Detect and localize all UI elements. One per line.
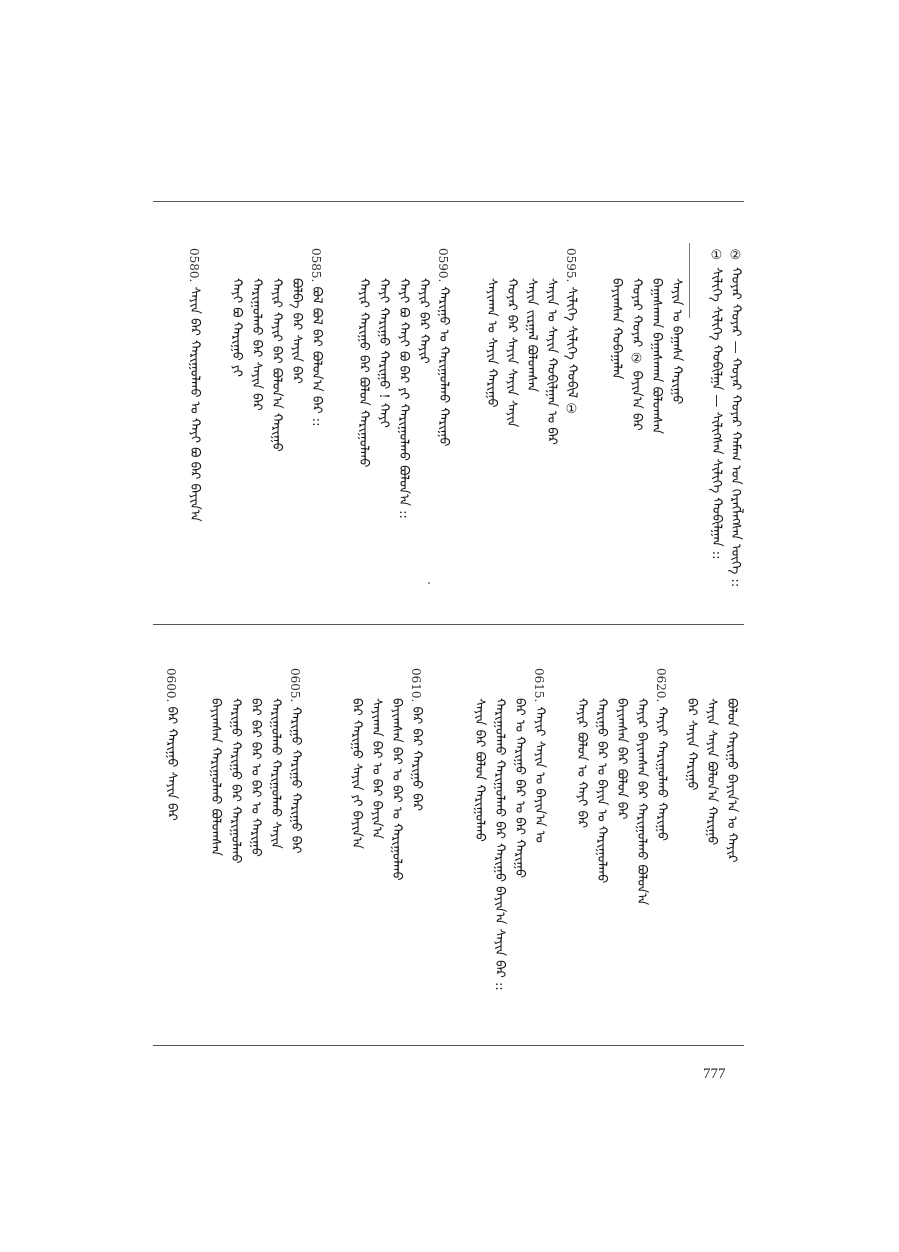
verse-line: ᠪᠠᠷ ᠬᠠᠷᠢᠭᠤ ᠰᠠᠶᠢᠨ ᠶᠢ ᠪᠠᠶᠢᠨ᠎ᠠ xyxy=(349,698,364,849)
verse-line: ᠪᠠᠶᠢᠭᠰᠠᠨ ᠬᠤᠪᠠᠭᠠᠯᠠᠨ xyxy=(609,278,624,380)
verse-line: ᠪᠠᠷ ᠤ ᠬᠠᠷᠢᠭᠤ ᠪᠠᠷ ᠤ ᠪᠠᠷ ᠬᠠᠷᠢᠭᠤ xyxy=(512,698,527,879)
print-speck xyxy=(428,582,430,584)
verse-line: ᠬᠠᠶᠢᠷ ᠬᠠᠷᠢᠭᠤ ᠪᠠᠷ ᠪᠣᠯᠤᠨ ᠬᠠᠷᠢᠭᠤᠯᠬᠤ xyxy=(356,278,371,468)
verse-line: ᠬᠠᠷᠢᠭᠤᠯᠬᠤ ᠬᠠᠷᠢᠭᠤᠯᠬᠤ ᠪᠠᠷ ᠬᠠᠷᠢᠭᠤ ᠪᠠᠶᠢᠨ᠎ᠠ ᠰᠠᠶᠢᠨ ᠪᠠᠷ :: xyxy=(492,698,507,991)
verse-line: ᠰᠠᠶᠢᠨ ᠰᠠᠶᠢᠨ ᠪᠣᠯᠤᠨ᠎ᠠ ᠬᠠᠷᠢᠭᠤ xyxy=(704,698,719,846)
verse-line: ᠰᠠᠶᠢᠬᠠᠨ ᠤ ᠰᠠᠶᠢᠨ ᠬᠠᠷᠢᠭᠤ xyxy=(484,278,499,408)
verse-line: 0590. ᠬᠠᠷᠢᠭᠤ ᠤ ᠬᠠᠷᠢᠭᠤᠯᠬᠤ ᠬᠠᠷᠢᠭᠤ xyxy=(436,248,451,447)
verse-line: 0595. ᠰᠢᠯᠢᠭᠡ ᠰᠢᠯᠢᠭᠡ ᠬᠣᠪᠢᠯ ① xyxy=(564,248,579,418)
footnote-marker: ② xyxy=(728,248,743,263)
footnote xyxy=(705,248,728,560)
line-number: 0605. xyxy=(288,668,302,703)
footnote-separator xyxy=(689,243,690,318)
verse-line: ᠪᠣᠯᠪᠠ ᠪᠠᠷ ᠰᠠᠶᠢᠨ ᠪᠠᠷ xyxy=(289,278,304,384)
verse-line: ᠬᠠᠷᠢᠭᠤᠯᠬᠤ ᠬᠠᠷᠢᠭᠤᠯᠬᠤ ᠰᠠᠶᠢᠨ xyxy=(268,698,283,849)
verse-line: ᠬᠣᠶᠠᠷ ᠬᠣᠶᠠᠷ ② ᠪᠠᠶᠢᠨ᠎ᠠ ᠪᠠᠷ xyxy=(629,278,644,431)
verse-line: ᠪᠣᠯᠤᠨ ᠬᠠᠷᠢᠭᠤ ᠪᠠᠶᠢᠨ᠎ᠠ ᠤ ᠬᠠᠶᠢᠷ xyxy=(724,698,739,863)
bottom-rule xyxy=(153,1045,744,1046)
verse-line: ᠬᠠᠶᠢᠷ ᠪᠣᠯᠤᠨ ᠤ ᠬᠠᠶᠢ ᠪᠠᠷ xyxy=(574,698,589,829)
verse-line: ᠬᠠᠷᠢᠭᠤ ᠪᠠᠷ ᠤ ᠪᠠᠶᠢᠨ ᠤ ᠬᠠᠷᠢᠭᠤᠯᠬᠤ xyxy=(594,698,609,884)
verse-line: ᠰᠠᠶᠢᠨ ᠪᠠᠷ ᠪᠣᠯᠤᠨ ᠬᠠᠷᠢᠭᠤᠯᠬᠤ xyxy=(472,698,487,842)
line-number: 0610. xyxy=(409,668,423,703)
verse-line: 0610. ᠪᠠᠷ ᠪᠠᠷ ᠬᠠᠷᠢᠭᠤ ᠪᠠᠷ xyxy=(409,668,424,812)
verse-line: ᠰᠠᠶᠢᠨ ᠤ ᠰᠠᠶᠢᠨ ᠬᠣᠪᠢᠯᠭᠠᠨ ᠤ ᠪᠠᠷ xyxy=(544,278,559,445)
verse-line: ᠬᠠᠶᠢ ᠬᠠᠷᠢᠭᠤ ᠬᠠᠷᠢᠭᠤ ! ᠬᠠᠶᠢ xyxy=(376,278,391,428)
footnote-text: ᠰᠢᠯᠢᠭᠡ ᠰᠢᠯᠢᠭᠡ ᠬᠣᠪᠢᠯᠭᠠ — ᠰᠢᠯᠢᠭᠰᠡᠨ ᠰᠢᠯᠢᠭᠡ ᠬᠣᠪᠢᠯᠭᠠᠨ :: xyxy=(709,267,724,560)
verse-line: ᠬᠠᠶᠢ ᠪᠣ ᠬᠠᠷᠢᠭᠤ ᠶᠢ xyxy=(229,278,244,377)
line-number: 0595. xyxy=(564,248,578,283)
verse-line: ᠬᠠᠷᠢᠭᠤᠯᠬᠤ ᠪᠠᠷ ᠰᠠᠶᠢᠨ ᠪᠠᠷ xyxy=(249,278,264,411)
verse-line: 0580. ᠰᠠᠶᠢᠨ ᠪᠠᠷ ᠬᠠᠷᠢᠭᠤᠯᠬᠤ ᠤ ᠬᠠᠶᠢ ᠪᠣ ᠪᠠᠷ ᠪᠠᠶᠢᠨ᠎ᠠ xyxy=(187,248,202,522)
verse-line: ᠰᠠᠶᠢᠬᠠᠨ ᠪᠠᠷ ᠤ ᠪᠠᠷ ᠪᠠᠶᠢᠨ᠎ᠠ xyxy=(369,698,384,839)
verse-line: ᠪᠠᠶᠢᠭᠰᠠᠨ ᠬᠠᠷᠢᠭᠤᠯᠬᠤ ᠪᠣᠯᠤᠭᠰᠠᠨ xyxy=(208,698,223,856)
verse-line: ᠬᠠᠶᠢᠷ ᠪᠠᠶᠢᠭᠰᠠᠨ ᠪᠠᠷ ᠬᠠᠷᠢᠭᠤᠯᠬᠤ ᠪᠣᠯᠤᠨ᠎ᠠ xyxy=(634,698,649,906)
verse-line: 0605. ᠬᠠᠷᠢᠭᠤ ᠬᠠᠷᠢᠭᠤ ᠬᠠᠷᠢᠭᠤ ᠪᠠᠷ xyxy=(288,668,303,854)
line-number: 0600. xyxy=(164,668,178,703)
verse-line: 0585. ᠪᠣᠯ ᠪᠣᠯ ᠪᠠᠷ ᠪᠣᠯᠤᠨ᠎ᠠ ᠪᠠᠷ :: xyxy=(309,248,324,427)
line-number: 0620. xyxy=(654,668,668,703)
verse-line: ᠬᠠᠶᠢᠷ ᠬᠠᠶᠢᠷ ᠪᠠᠷ ᠪᠣᠯᠤᠨ᠎ᠠ ᠬᠠᠷᠢᠭᠤ xyxy=(269,278,284,452)
verse-line: ᠰᠠᠶᠢᠨ ᠤ ᠪᠠᠭᠠᠰᠠ ᠬᠠᠷᠢᠭᠤ xyxy=(669,278,684,405)
verse-line: ᠪᠠᠷ ᠰᠠᠶᠢᠨ ᠬᠠᠷᠢᠭᠤ xyxy=(684,698,699,791)
verse-line: ᠪᠠᠭᠠᠰᠠᠬᠠᠨ ᠪᠠᠭᠠᠰᠠᠬᠠᠨ ᠪᠣᠯᠤᠭᠰᠠᠨ xyxy=(649,278,664,435)
verse-line: ᠬᠠᠶᠢᠷ ᠪᠠᠷ ᠬᠠᠶᠢᠷ xyxy=(416,278,431,364)
verse-line: ᠪᠠᠶᠢᠭᠰᠠᠨ ᠪᠠᠷ ᠪᠣᠯᠤᠨ ᠪᠠᠷ xyxy=(614,698,629,820)
footnote-text: ᠬᠣᠶᠠᠷ ᠬᠣᠶᠠᠷ — ᠬᠣᠶᠠᠷ ᠬᠣᠶᠠᠷ ᠬᠠᠮᠠᠭ ᠤᠨ ᠬᠡᠷᠡᠭᠯᠡᠭᠰᠡᠨ ᠦᠭᠡ :: xyxy=(728,267,743,588)
verse-line: ᠬᠠᠶᠢ ᠪᠣ ᠬᠠᠶᠢ ᠪᠣ ᠪᠠᠷ ᠶᠢ ᠬᠠᠷᠢᠭᠤᠯᠬᠤ ᠪᠣᠯᠤᠨ᠎ᠠ :: xyxy=(396,278,411,519)
verse-line: ᠰᠠᠶᠢᠨ ᠵᠢᠷᠭᠠᠯ ᠪᠣᠯᠤᠭᠰᠠᠨ xyxy=(524,278,539,393)
line-number: 0585. xyxy=(309,248,323,283)
line-number: 0580. xyxy=(187,248,201,283)
middle-rule xyxy=(153,624,744,625)
top-rule xyxy=(153,201,744,202)
footnote-marker: ① xyxy=(709,248,724,263)
verse-line: ᠪᠠᠶᠢᠭᠰᠠᠨ ᠪᠠᠷ ᠤ ᠪᠠᠷ ᠤ ᠬᠠᠷᠢᠭᠤᠯᠬᠤ xyxy=(389,698,404,881)
line-number: 0615. xyxy=(532,668,546,703)
verse-line: ᠬᠠᠷᠢᠭᠤ ᠬᠠᠷᠢᠭᠤ ᠪᠠᠷ ᠬᠠᠷᠢᠭᠤᠯᠬᠤ xyxy=(228,698,243,864)
verse-line: ᠬᠣᠶᠠᠷ ᠪᠠᠷ ᠰᠠᠶᠢᠨ ᠰᠠᠶᠢᠨ ᠰᠠᠶᠢᠨ xyxy=(504,278,519,428)
page-number: 777 xyxy=(703,1066,726,1082)
verse-line: 0620. ᠬᠠᠶᠢᠷ ᠬᠠᠷᠢᠭᠤᠯᠬᠤ ᠬᠠᠷᠢᠭᠤ xyxy=(654,668,669,842)
verse-line: ᠪᠠᠷ ᠪᠠᠷ ᠪᠠᠷ ᠤ ᠪᠠᠷ ᠤ ᠬᠠᠷᠢᠭᠤ xyxy=(248,698,263,857)
verse-line: 0600. ᠪᠠᠷ ᠬᠠᠷᠢᠭᠤ ᠰᠠᠶᠢᠨ ᠪᠠᠷ xyxy=(164,668,179,821)
line-number: 0590. xyxy=(436,248,450,283)
verse-line: 0615. ᠬᠠᠶᠢᠷ ᠰᠠᠶᠢᠨ ᠤ ᠪᠠᠶᠢᠨ᠎ᠠ ᠤ xyxy=(532,668,547,843)
